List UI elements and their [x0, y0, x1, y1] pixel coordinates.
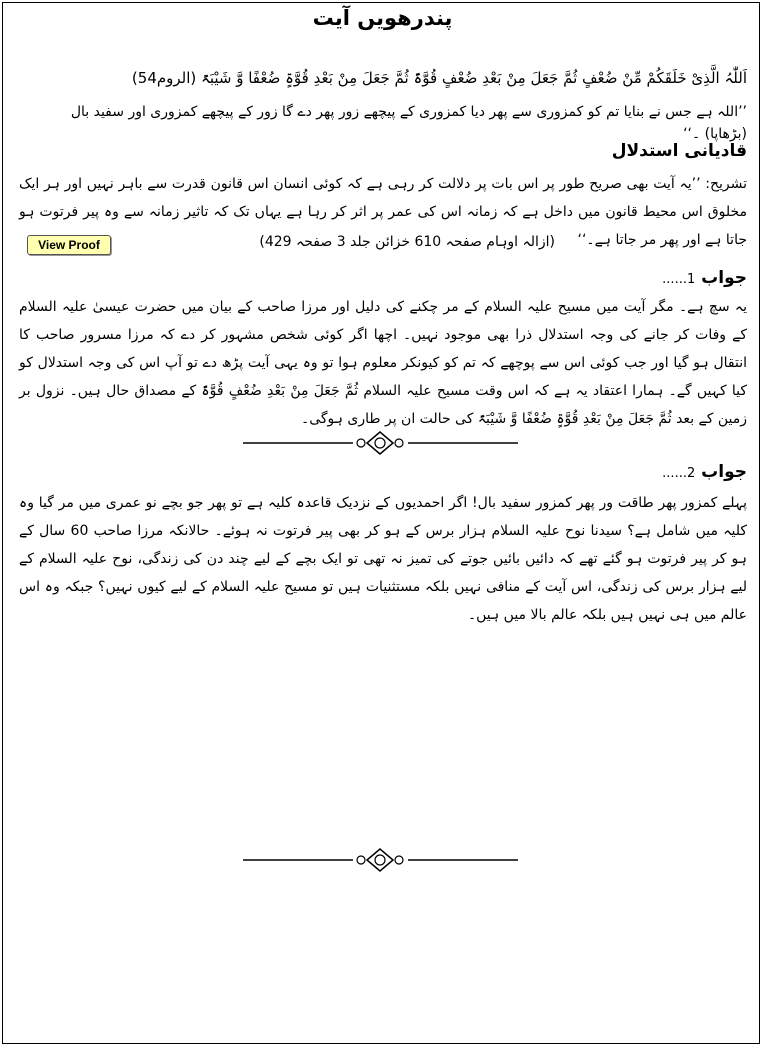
reference: (ازالہ اوہام صفحہ 610 خزائن جلد 3 صفحہ 429) [259, 234, 555, 250]
answer-2-heading [662, 462, 747, 482]
answer-1-heading [662, 268, 747, 288]
qadiani-heading: قادیانی استدلال [611, 141, 747, 161]
page-title: پندرھویں آیت [312, 6, 453, 30]
answer-2-text: پہلے کمزور پھر طاقت ور پھر کمزور سفید بال! اگر احمدیوں کے نزدیک قاعدہ کلیہ ہے تو پھر جو بچے نو عمری میں مر گیا وہ کلیہ میں شامل ہے؟ سیدنا نوح علیہ السلام ہزار برس کے ہو کر بھی پیر فرتوت نہ ہوئے۔ حالانکہ مرزا صاحب 60 سال کے ہو کر پیر فرتوت ہو گئے تھے کہ دائیں بائیں جوتے کی تمیز نہ تھی تو ایک بچے کے لیے چند دن کی زندگی، نوح علیہ السلام کے لیے ہزار برس کی زندگی، اس آیت کے منافی نہیں بلکہ مستثنیات ہیں تو مسیح علیہ السلام کے لیے کیوں نہیں؟ جبکہ وہ اس عالم میں ہی نہیں ہیں بلکہ عالم بالا میں ہیں۔ [19, 495, 747, 623]
verse-translation: ’’اللہ ہے جس نے بنایا تم کو کمزوری سے پھر دیا کمزوری کے پیچھے زور پھر دے گا زور کے پیچھے کمزوری اور سفید بال (بڑھاپا) ۔‘‘ [70, 104, 747, 142]
answer-2-number: 2...... [662, 466, 696, 481]
view-proof-button[interactable]: View Proof [27, 235, 111, 255]
ornament-divider-bottom [243, 848, 518, 872]
answer-1-label: جواب [701, 268, 747, 288]
qadiani-argument: تشریح: ’’یہ آیت بھی صریح طور پر اس بات پر دلالت کر رہی ہے کہ کوئی انسان اس قانون قدرت سے باہر نہیں اور ہر ایک مخلوق اس محیط قانون میں داخل ہے کہ زمانہ اس کی عمر پر اثر کر رہا ہے یہاں تک کہ تاثیر زمانہ سے وہ پیر فرتوت ہو جاتا ہے اور پھر مر جاتا ہے۔‘‘ [19, 176, 747, 248]
answer-1-text: یہ سچ ہے۔ مگر آیت میں مسیح علیہ السلام کے مر چکنے کی دلیل اور مرزا صاحب کے بیان میں حضرت عیسیٰ علیہ السلام کے وفات کر جانے کی وجہ استدلال ذرا بھی موجود نہیں۔ اچھا اگر کوئی شخص مشہور کر دے کہ مرزا مسرور صاحب کا انتقال ہو گیا اور جب کوئی اس سے پوچھے کہ تم کو کیونکر معلوم ہوا تو وہ یہی آیت پڑھ دے تو آپ اس کی وجہ استدلال کو کیا کہیں گے۔ ہمارا اعتقاد یہ ہے کہ اس وقت مسیح علیہ السلام ثُمَّ جَعَلَ مِنْ بَعْدِ ضُعْفٍ قُوَّۃً کے مصداق حال ہیں۔ نزول بر زمین کے بعد ثُمَّ جَعَلَ مِنْ بَعْدِ قُوَّۃٍ ضُعْفًا وَّ شَیْبَۃً کی حالت ان پر طاری ہوگی۔ [19, 299, 747, 427]
answer-2-label: جواب [701, 462, 747, 482]
ornament-divider [243, 431, 518, 455]
answer-1-number: 1...... [662, 272, 696, 287]
quran-verse: اَللّٰہُ الَّذِیْ خَلَقَکُمْ مِّنْ ضُعْفٍ ثُمَّ جَعَلَ مِنْ بَعْدِ ضُعْفٍ قُوَّۃً ثُمَّ جَعَلَ مِنْ بَعْدِ قُوَّۃٍ ضُعْفًا وَّ شَیْبَۃً (الروم54) [131, 69, 747, 87]
